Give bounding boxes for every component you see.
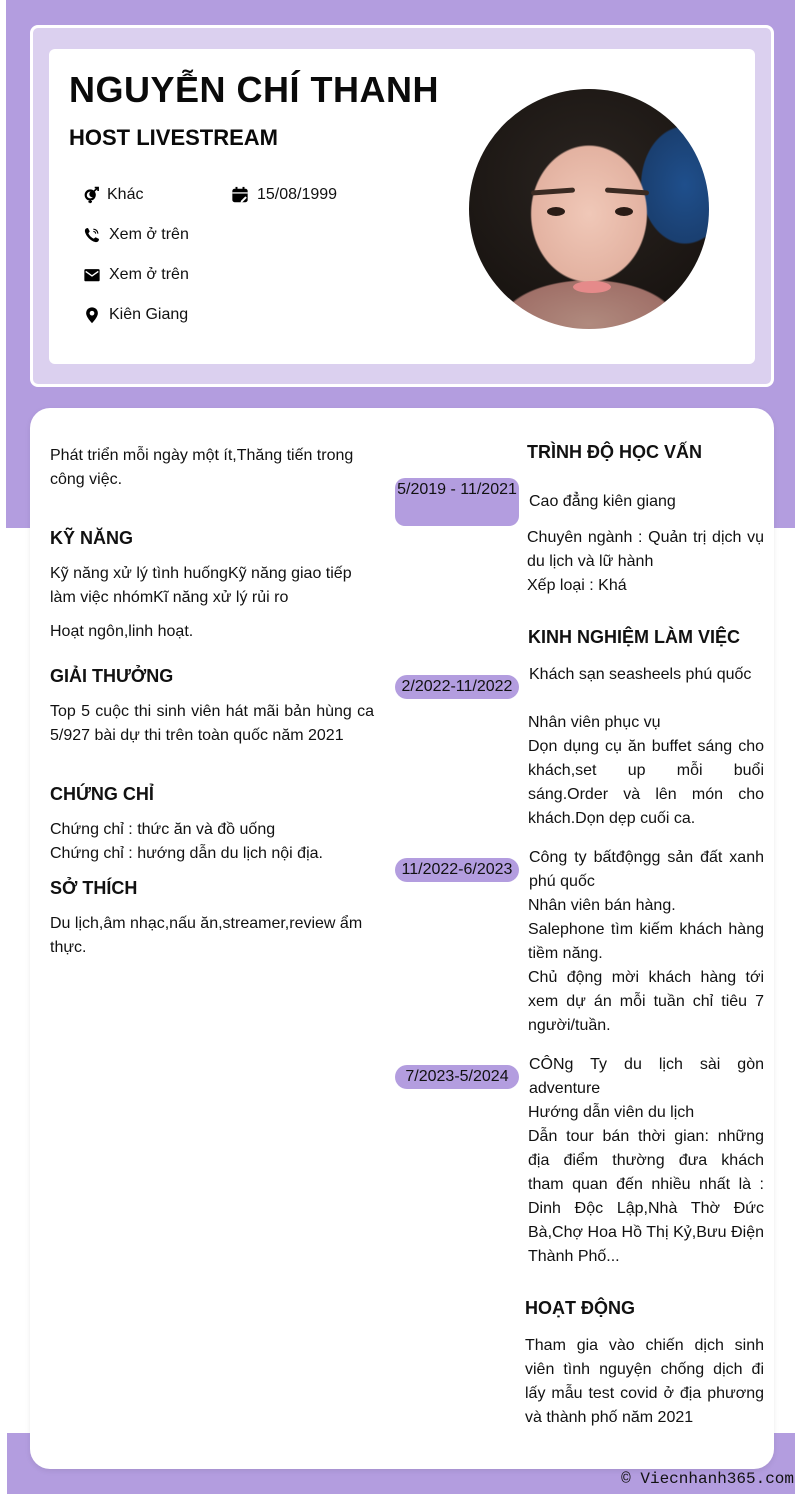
calendar-icon [231,186,249,204]
education-heading: TRÌNH ĐỘ HỌC VẤN [527,442,702,462]
profile-photo [469,89,709,329]
experience-period-badge: 2/2022-11/2022 [395,675,519,699]
gender-info [83,186,143,204]
certificate-item: Chứng chỉ : hướng dẫn du lịch nội địa. [50,845,323,862]
activities-text: Tham gia vào chiến dịch sinh viên tình nguyện chống dịch đi lấy mẫu test covid ở địa phương và thành phố năm 2021 [525,1337,764,1426]
certificate-item: Chứng chỉ : thức ăn và đồ uống [50,821,276,838]
phone-info [83,226,189,244]
experience-description: Salephone tìm kiếm khách hàng tiềm năng. [528,921,764,962]
experience-company: Khách sạn seasheels phú quốc [529,666,752,683]
career-objective: Phát triển mỗi ngày một ít,Thăng tiến trong công việc. [50,447,354,488]
experience-position: Nhân viên phục vụ [528,714,661,731]
education-school: Cao đẳng kiên giang [529,493,676,510]
email-info [83,266,189,284]
profile-header [49,49,755,364]
hobbies-heading: SỞ THÍCH [50,878,138,898]
hobbies-text: Du lịch,âm nhạc,nấu ăn,streamer,review ẩm thực. [50,915,363,956]
job-title: HOST LIVESTREAM [69,125,279,150]
education-major: Chuyên ngành : Quản trị dịch vụ du lịch và lữ hành [527,529,764,570]
experience-position: Nhân viên bán hàng. [528,897,676,914]
awards-heading: GIẢI THƯỞNG [50,666,174,686]
experience-description: Dẫn tour bán thời gian: những địa điểm thường đưa khách tham quan đến nhiều nhất là : Dinh Độc Lập,Nhà Thờ Đức Bà,Chợ Hoa Hồ Thị Kỷ,Bưu Điện Thành Phố... [528,1128,764,1265]
gender-value: Khác [107,186,144,203]
email-value: Xem ở trên [109,266,189,283]
birthday-value: 15/08/1999 [257,186,338,203]
skill-item: Hoạt ngôn,linh hoạt. [50,623,194,640]
skill-item: Kỹ năng xử lý tình huốngKỹ năng giao tiếp làm việc nhómKĩ năng xử lý rủi ro [50,565,352,606]
gender-icon [83,186,101,204]
copyright-footer: © Viecnhanh365.com [621,1470,794,1488]
address-value: Kiên Giang [109,306,189,323]
experience-description: Dọn dụng cụ ăn buffet sáng cho khách,set up mỗi buổi sáng.Order và lên món cho khách.Dọn dẹp cuối ca. [528,738,764,827]
resume-body [30,408,774,1469]
email-icon [83,266,101,284]
birthday-info [231,186,337,204]
phone-icon [83,226,101,244]
activities-heading: HOẠT ĐỘNG [525,1298,635,1318]
skills-heading: KỸ NĂNG [50,528,134,548]
candidate-name: NGUYỄN CHÍ THANH [69,69,440,110]
phone-value: Xem ở trên [109,226,189,243]
award-item: Top 5 cuộc thi sinh viên hát mãi bản hùng ca 5/927 bài dự thi trên toàn quốc năm 2021 [50,703,374,744]
experience-period-badge: 7/2023-5/2024 [395,1065,519,1089]
address-info [83,306,188,324]
experience-period-badge: 11/2022-6/2023 [395,858,519,882]
experience-heading: KINH NGHIỆM LÀM VIỆC [528,627,741,647]
education-period-badge: 5/2019 - 11/2021 [395,478,519,526]
certificates-heading: CHỨNG CHỈ [50,784,154,804]
experience-company: CÔNg Ty du lịch sài gòn adventure [529,1056,764,1097]
experience-position: Hướng dẫn viên du lịch [528,1104,695,1121]
experience-company: Công ty bấtđộngg sản đất xanh phú quốc [529,849,764,890]
profile-header-frame [30,25,774,387]
education-grade: Xếp loại : Khá [527,577,627,594]
experience-description: Chủ động mời khách hàng tới xem dự án mỗi tuần chỉ tiêu 7 người/tuần. [528,969,764,1034]
location-icon [83,306,101,324]
